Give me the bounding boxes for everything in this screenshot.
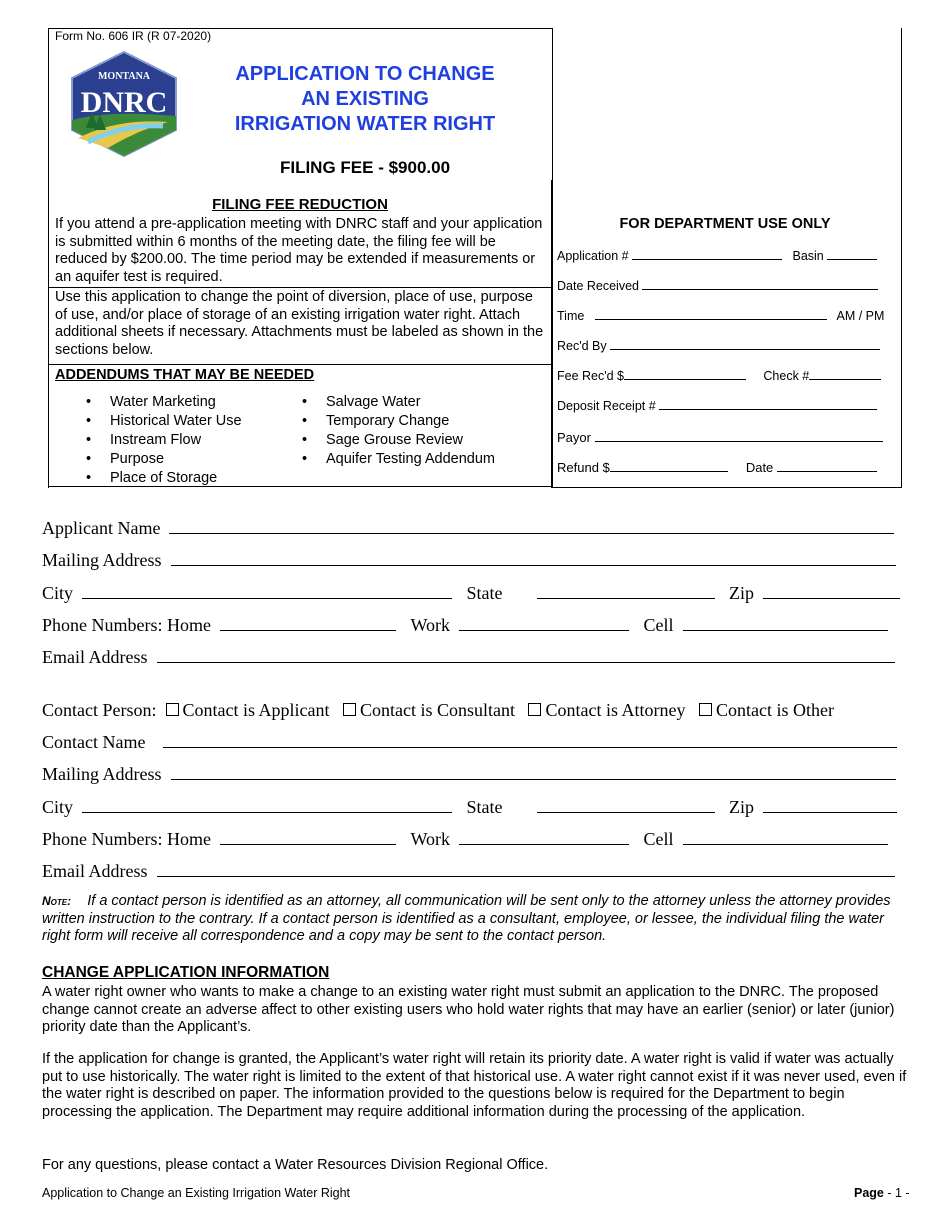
applicant-mailing-field[interactable]: Mailing Address [42,550,896,571]
addendums-list-left [110,393,242,488]
contact-city-row[interactable]: City State Zip [42,797,897,818]
contact-consultant-checkbox[interactable]: Contact is Consultant [343,700,515,720]
applicant-name-field[interactable]: Applicant Name [42,518,894,539]
contact-email-field[interactable]: Email Address [42,861,895,882]
dept-time-row[interactable]: Time AM / PM [557,309,885,323]
dnrc-logo [68,50,180,158]
contact-phone-row[interactable]: Phone Numbers: Home Work Cell [42,829,888,850]
contact-other-checkbox[interactable]: Contact is Other [699,700,834,720]
addendums-list-right [326,393,495,469]
page-title: APPLICATION TO CHANGE AN EXISTING IRRIGATION WATER RIGHT [234,63,496,135]
contact-applicant-checkbox[interactable]: Contact is Applicant [166,700,330,720]
applicant-city-row[interactable]: City State Zip [42,583,900,604]
addendums-title: ADDENDUMS THAT MAY BE NEEDED [55,367,315,383]
contact-attorney-checkbox[interactable]: Contact is Attorney [528,700,685,720]
form-number: Form No. 606 IR (R 07-2020) [55,29,212,43]
dept-payor-row[interactable]: Payor [557,430,883,445]
divider-line [48,287,551,288]
change-info-paragraph-1: A water right owner who wants to make a change to an existing water right must submit an application to the DNRC. The proposed change cannot create an adverse affect to other existing users who hold water rights that may have an earlier (senior) or later (junior) priority date than the Applicant’s. [42,984,895,1035]
logo-text-top: MONTANA [97,71,151,82]
contact-name-field[interactable]: Contact Name [42,732,897,753]
usage-text: Use this application to change the point of diversion, place of use, purpose of use, and/or place of storage of an existing irrigation water right. Attach additional sheets if necessary. Attachments must be labeled as shown in the sections below. [55,289,544,358]
list-item: • Historical Water Use [110,412,242,431]
fee-reduction-text: If you attend a pre-application meeting with DNRC staff and your application is submitted within 6 months of the meeting date, the filing fee will be reduced by $200.00. The time period may be extended if measurements or an aquifer test is required. [55,216,543,285]
dept-refund-row[interactable]: Refund $ Date [557,460,877,475]
change-info-paragraph-2: If the application for change is granted, the Applicant’s water right will retain its priority date. A water right is valid if water was actually put to use historically. The water right is limited to the extent of that historical use. A water right cannot exist if it was never used, even if the water right is described on paper. The information provided to the questions below is required for the Department to begin processing the application. The Department may require additional information during the processing of the application. [42,1051,907,1120]
list-item: • Place of Storage [110,469,242,488]
applicant-phone-row[interactable]: Phone Numbers: Home Work Cell [42,615,888,636]
dept-deposit-row[interactable]: Deposit Receipt # [557,399,877,413]
page-number: Page - 1 - [854,1186,910,1200]
logo-text-main: DNRC [80,86,168,119]
contact-person-row: Contact Person: Contact is Applicant Contact is Consultant Contact is Attorney Contact is Other [42,700,834,720]
applicant-email-field[interactable]: Email Address [42,647,895,668]
fee-reduction-title: FILING FEE REDUCTION [212,196,388,213]
dept-date-received-row[interactable]: Date Received [557,279,878,293]
contact-mailing-field[interactable]: Mailing Address [42,764,896,785]
filing-fee: FILING FEE - $900.00 [279,158,451,177]
dept-fee-row[interactable]: Fee Rec'd $ Check # [557,369,881,383]
list-item: • Purpose [110,450,242,469]
list-item: • Instream Flow [110,431,242,450]
change-info-heading: CHANGE APPLICATION INFORMATION [42,964,330,981]
dept-recd-by-row[interactable]: Rec'd By [557,339,880,353]
divider-line [48,364,551,365]
change-info-contact: For any questions, please contact a Water Resources Division Regional Office. [42,1157,549,1173]
dept-use-title: FOR DEPARTMENT USE ONLY [619,216,831,232]
footer-title: Application to Change an Existing Irrigation Water Right [42,1186,351,1200]
list-item: • Salvage Water [326,393,495,412]
list-item: • Temporary Change [326,412,495,431]
list-item: • Sage Grouse Review [326,431,495,450]
dept-application-row[interactable]: Application # Basin [557,249,877,263]
list-item: • Aquifer Testing Addendum [326,450,495,469]
list-item: • Water Marketing [110,393,242,412]
attorney-note: Note: If a contact person is identified as an attorney, all communication will be sent only to the attorney unless the attorney provides written instruction to the contrary. If a contact person is identified as a consultant, employee, or lessee, the individual filing the water right form will receive all correspondence and a copy may be sent to the contact person. [42,893,891,944]
